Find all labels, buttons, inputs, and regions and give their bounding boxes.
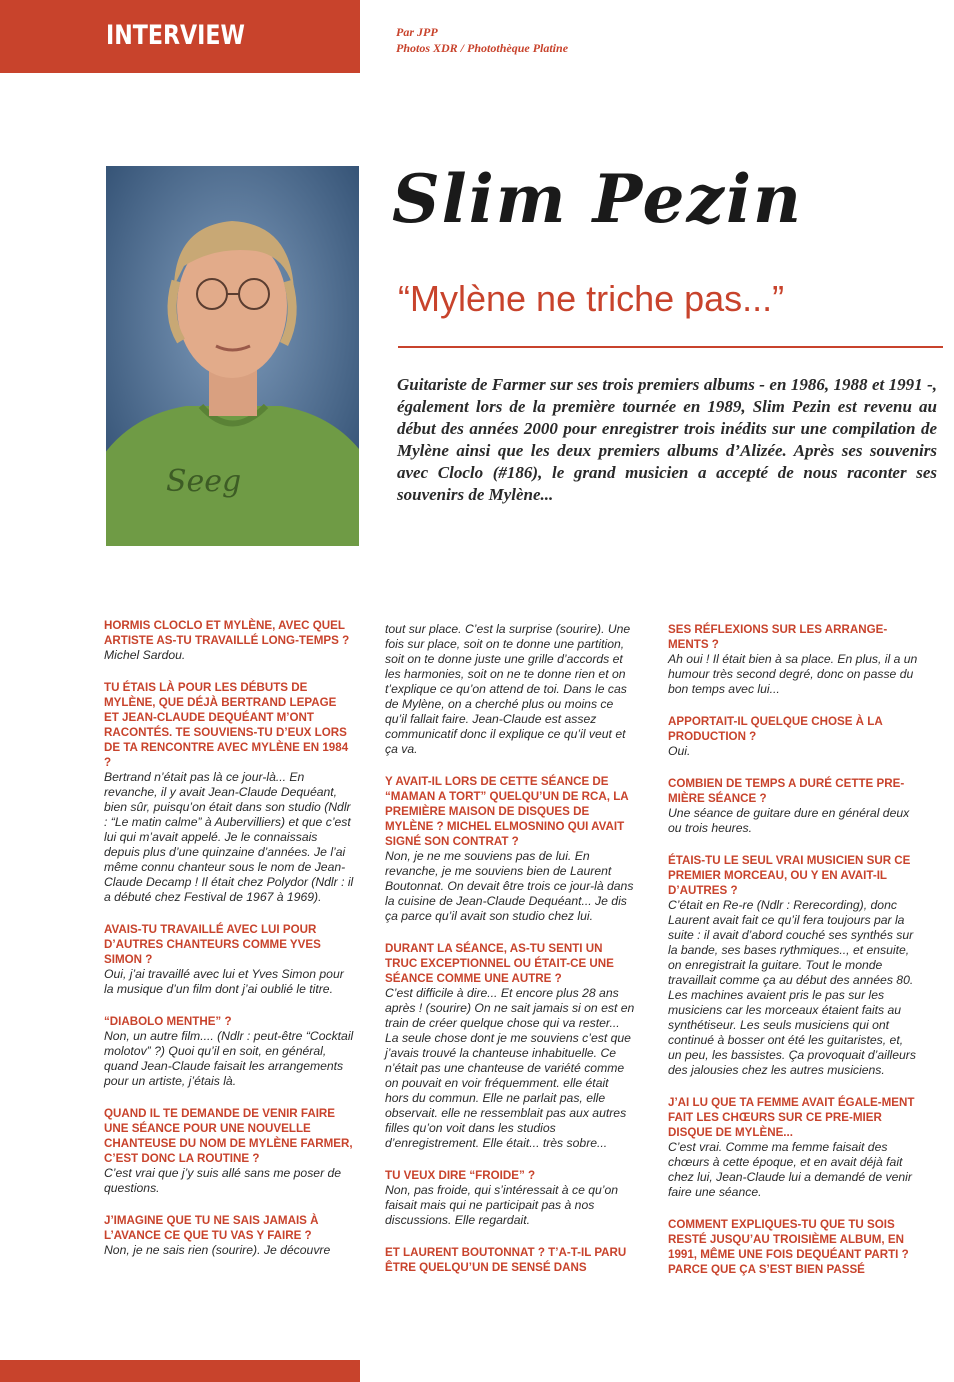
article-intro: Guitariste de Farmer sur ses trois premiers albums - en 1986, 1988 et 1991 -, également lors de la première tournée en 1989, Slim Pezin est revenu au début des années 2000 pour enregistrer trois inédits sur une compilation de Mylène ainsi que les deux premiers albums d’Alizée. Après ses souvenirs avec Cloclo (#186), le grand musicien a accepté de nous raconter ses souvenirs de Mylène... — [397, 375, 937, 504]
question: TU VEUX DIRE “FROIDE” ? — [385, 1169, 536, 1182]
credit-photos: Photos XDR / Photothèque Platine — [396, 41, 569, 55]
article-subtitle: “Mylène ne triche pas...” — [398, 278, 785, 319]
answer: tout sur place. C’est la surprise (sourire). Une fois sur place, soit on te donne une partition, soit on te donne juste une grille d’accords et les harmonies, soit on ne te donne rien et on t’explique ce qu’on attend de toi. Dans le cas de Mylène, on a cherché plus ou moins ce qu’il fallait faire. Jean-Claude est assez communicatif donc il explique ce qu’il veut et ça va. — [385, 622, 631, 756]
question: DURANT LA SÉANCE, AS-TU SENTI UN TRUC EXCEPTIONNEL OU ÉTAIT-CE UNE SÉANCE COMME UNE AUTRE ? — [385, 942, 614, 985]
answer: Bertrand n’était pas là ce jour-là... En revanche, il y avait Jean-Claude Dequéant, bien sûr, puisqu’on était dans son studio (Ndlr : “Le matin calme” à Aubervilliers) et que c’est lui qui m’avait appelé. Je le connaissais depuis plus d’une quinzaine d’années. Je l’ai même connu chanteur sous le nom de Jean-Claude Decamp ! Il était chez Polydor (Ndlr : il a débuté chez Festival de 1967 à 1969). — [104, 770, 354, 904]
text-column-2 — [385, 622, 635, 1275]
article-title: Slim Pezin — [392, 160, 804, 238]
answer: Une séance de guitare dure en général deux ou trois heures. — [668, 806, 910, 835]
text-column-1 — [104, 618, 354, 1275]
svg-text:Seeg: Seeg — [166, 464, 242, 499]
question: SES RÉFLEXIONS SUR LES ARRANGE-MENTS ? — [668, 623, 888, 651]
answer: C’était en Re-re (Ndlr : Rerecording), donc Laurent avait fait ce qu’il fera toujours par la suite : il avait d’abord couché ses synthés sur la bande, ses bases rythmiques.., et ensuite, on enregistrait la guitare. Tout le monde travaillait comme ça au début des années 80. Les machines avaient pris le pas sur les musiciens car les morceaux étaient faits au synthétiseur. Les seuls musiciens qui ont continué à bosser ont été les guitaristes, et, un peu, les bassistes. Ça provoquait d’ailleurs des jalousies chez les autres musiciens. — [668, 898, 916, 1077]
question: J’IMAGINE QUE TU NE SAIS JAMAIS À L’AVANCE CE QUE TU VAS Y FAIRE ? — [104, 1214, 319, 1242]
answer: C’est vrai. Comme ma femme faisait des chœurs à cette époque, et en avait déjà fait chez lui, Jean-Claude lui a demandé de venir faire une séance. — [668, 1140, 912, 1199]
text-column-3 — [668, 622, 918, 1277]
answer: Non, pas froide, qui s’intéressait à ce qu’on faisait mais qui ne participait pas à nos discussions. Elle regardait. — [385, 1183, 619, 1227]
section-header-band — [0, 0, 360, 73]
credit-author: Par JPP — [396, 25, 438, 39]
footer-band — [0, 1360, 360, 1382]
section-label: INTERVIEW — [106, 20, 245, 51]
question: Y AVAIT-IL LORS DE CETTE SÉANCE DE “MAMAN A TORT” QUELQU’UN DE RCA, LA PREMIÈRE MAISON DE DISQUES DE MYLÈNE ? MICHEL ELMOSNINO QUI AVAIT SIGNÉ SON CONTRAT ? — [385, 775, 629, 848]
answer: Non, un autre film.... (Ndlr : peut-être “Cocktail molotov” ?) Quoi qu’il en soit, en général, quand Jean-Claude faisait les arrangements pour un artiste, j’étais là. — [104, 1029, 354, 1088]
answer: Oui. — [668, 744, 691, 758]
question: QUAND IL TE DEMANDE DE VENIR FAIRE UNE SÉANCE POUR UNE NOUVELLE CHANTEUSE DU NOM DE MYLÈNE FARMER, C’EST DONC LA ROUTINE ? — [104, 1107, 353, 1165]
title-rule — [398, 346, 943, 348]
question: HORMIS CLOCLO ET MYLÈNE, AVEC QUEL ARTISTE AS-TU TRAVAILLÉ LONG-TEMPS ? — [104, 619, 350, 647]
question: TU ÉTAIS LÀ POUR LES DÉBUTS DE MYLÈNE, QUE DÉJÀ BERTRAND LEPAGE ET JEAN-CLAUDE DEQUÉANT M’ONT RACONTÉS. TE SOUVIENS-TU D’EUX LORS DE TA RENCONTRE AVEC MYLÈNE EN 1984 ? — [104, 681, 349, 769]
answer: Oui, j’ai travaillé avec lui et Yves Simon pour la musique d’un film dont j’ai oublié le titre. — [104, 967, 344, 996]
question: “DIABOLO MENTHE” ? — [104, 1015, 232, 1028]
answer: Ah oui ! Il était bien à sa place. En plus, il a un humour très second degré, donc on passe du bon temps avec lui... — [668, 652, 918, 696]
question: AVAIS-TU TRAVAILLÉ AVEC LUI POUR D’AUTRES CHANTEURS COMME YVES SIMON ? — [104, 923, 321, 966]
answer: Non, je ne sais rien (sourire). Je découvre — [104, 1243, 331, 1257]
answer: C’est vrai que j’y suis allé sans me poser de questions. — [104, 1166, 342, 1195]
credits — [396, 24, 568, 56]
question: ET LAURENT BOUTONNAT ? T’A-T-IL PARU ÊTRE QUELQU’UN DE SENSÉ DANS — [385, 1246, 627, 1274]
question: APPORTAIT-IL QUELQUE CHOSE À LA PRODUCTION ? — [668, 715, 883, 743]
answer: C’est difficile à dire... Et encore plus 28 ans après ! (sourire) On ne sait jamais si on est en train de créer quelque chose qui va rester... La seule chose dont je me souviens c’est que j’avais trouvé la chanteuse inhabituelle. Ce n’était pas une chanteuse de variété comme on pouvait en voir fréquemment. elle était hors du commun. Elle ne parlait pas, elle observait. elle ne ressemblait pas aux autres filles qu’on voit dans les studios d’enregistrement. Elle était... très sobre... — [385, 986, 635, 1150]
answer: Non, je ne me souviens pas de lui. En revanche, je me souviens bien de Laurent Boutonnat. On devait être trois ce jour-là dans la cuisine de Jean-Claude Dequéant... Je dis ça parce qu’il avait son studio chez lui. — [385, 849, 634, 923]
portrait-photo — [106, 166, 359, 546]
question: COMBIEN DE TEMPS A DURÉ CETTE PRE-MIÈRE SÉANCE ? — [668, 777, 905, 805]
question: J’AI LU QUE TA FEMME AVAIT ÉGALE-MENT FAIT LES CHŒURS SUR CE PRE-MIER DISQUE DE MYLÈNE... — [668, 1096, 915, 1139]
answer: Michel Sardou. — [104, 648, 186, 662]
question: ÉTAIS-TU LE SEUL VRAI MUSICIEN SUR CE PREMIER MORCEAU, OU Y EN AVAIT-IL D’AUTRES ? — [668, 854, 911, 897]
question: COMMENT EXPLIQUES-TU QUE TU SOIS RESTÉ JUSQU’AU TROISIÈME ALBUM, EN 1991, MÊME UNE FOIS DEQUÉANT PARTI ? PARCE QUE ÇA S’EST BIEN PASSÉ — [668, 1218, 909, 1276]
